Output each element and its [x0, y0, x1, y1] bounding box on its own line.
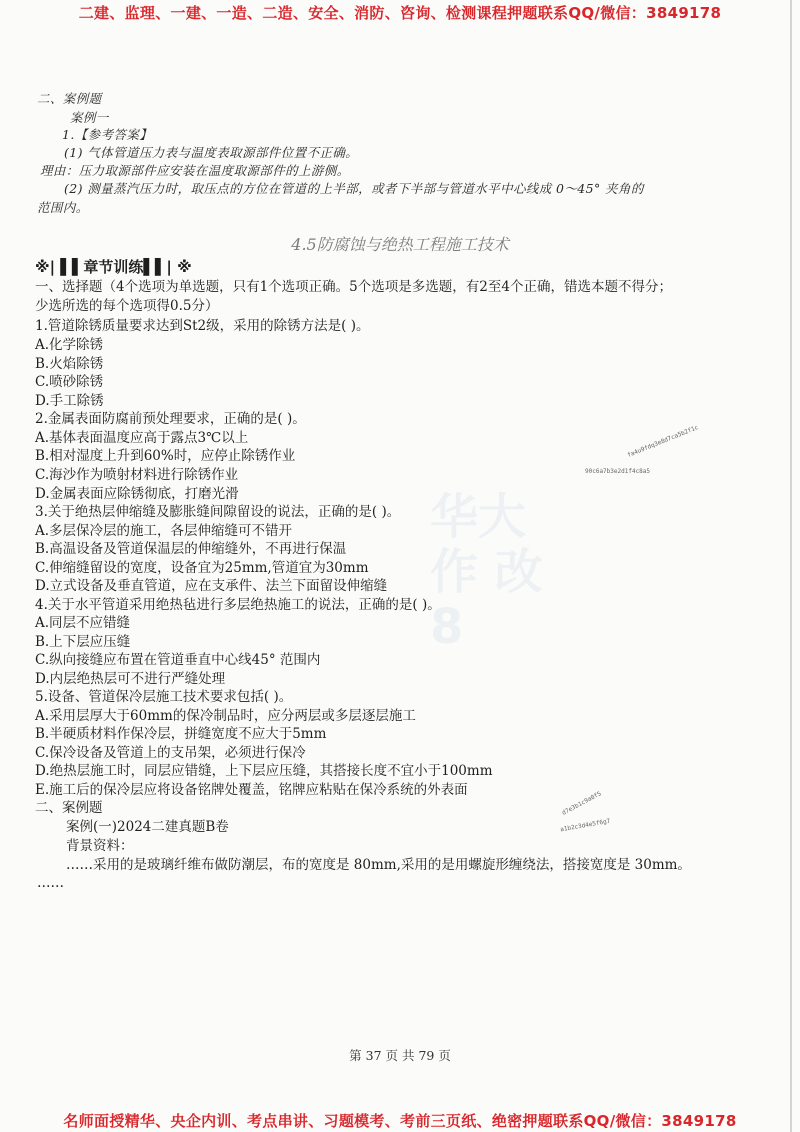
prev-case: 案例一	[70, 110, 109, 125]
scan-stamp: d7e3b1c9a0f5	[560, 790, 603, 817]
question-1-option: D.手工除锈	[35, 393, 104, 409]
question-4-option: A.同层不应错缝	[35, 615, 131, 631]
question-1-option: A.化学除锈	[35, 337, 104, 353]
question-4-stem: 4.关于水平管道采用绝热毡进行多层绝热施工的说法，正确的是( )。	[35, 597, 441, 613]
question-3-stem: 3.关于绝热层伸缩缝及膨胀缝间隙留设的说法，正确的是( )。	[35, 504, 401, 520]
choice-heading-line-1: 一、选择题（4个选项为单选题，只有1个选项正确。5个选项是多选题，有2至4个正确，错选本题不得分；	[35, 279, 672, 295]
question-4-option: D.内层绝热层可不进行严缝处理	[35, 671, 226, 687]
question-5-option: C.保冷设备及管道上的支吊架，必须进行保冷	[35, 745, 306, 761]
question-3-option: D.立式设备及垂直管道，应在支承件、法兰下面留设伸缩缝	[35, 578, 388, 594]
question-4-option: B.上下层应压缝	[35, 634, 131, 650]
bottom-banner: 名师面授精华、央企内训、考点串讲、习题模考、考前三页纸、绝密押题联系QQ/微信：3849178	[63, 1112, 737, 1130]
question-2-option: B.相对湿度上升到60%时，应停止除锈作业	[35, 448, 296, 464]
prev-heading: 二、案例题	[37, 91, 102, 106]
prev-para-3: (2) 测量蒸汽压力时，取压点的方位在管道的上半部，或者下半部与管道水平中心线成 0～45° 夹角的	[64, 181, 644, 196]
chapter-title: ※| ▌▌章节训练▌▌| ※	[35, 258, 192, 276]
scan-stamp: fa4u9fdq3e8d7ca5b2f1c	[626, 424, 700, 459]
case-title: 案例(一)2024二建真题B卷	[66, 819, 229, 835]
question-2-stem: 2.金属表面防腐前预处理要求，正确的是( )。	[35, 411, 306, 427]
question-1-option: C.喷砂除锈	[35, 374, 104, 390]
background-ellipsis: ……	[37, 875, 64, 891]
background-text: ……采用的是玻璃纤维布做防潮层，布的宽度是 80mm,采用的是用螺旋形缠绕法，搭接宽度是 30mm。	[66, 857, 691, 873]
background-label: 背景资料：	[66, 838, 134, 854]
question-1-stem: 1.管道除锈质量要求达到St2级，采用的除锈方法是( )。	[35, 318, 370, 334]
question-5-stem: 5.设备、管道保冷层施工技术要求包括( )。	[35, 689, 293, 705]
question-2-option: C.海沙作为喷射材料进行除锈作业	[35, 467, 239, 483]
prev-para-2: 理由：压力取源部件应安装在温度取源部件的上游侧。	[40, 163, 350, 178]
question-3-option: A.多层保冷层的施工，各层伸缩缝可不错开	[35, 523, 293, 539]
choice-heading-line-2: 少选所选的每个选项得0.5分）	[35, 298, 219, 314]
scan-stamp: a1b2c3d4e5f6g7	[559, 817, 611, 834]
scan-watermark: 华大作 改8	[430, 489, 543, 655]
section-title: 4.5防腐蚀与绝热工程施工技术	[291, 235, 509, 254]
scan-stamp: 90c6a7b3e2d1f4c8a5	[585, 468, 651, 475]
case-heading: 二、案例题	[35, 800, 103, 816]
prev-para-1: (1) 气体管道压力表与温度表取源部件位置不正确。	[64, 145, 359, 160]
question-5-option: A.采用层厚大于60mm的保冷制品时，应分两层或多层逐层施工	[35, 708, 416, 724]
page-edge	[790, 0, 792, 1132]
question-3-option: B.高温设备及管道保温层的伸缩缝外，不再进行保温	[35, 541, 347, 557]
prev-para-4: 范围内。	[37, 200, 89, 215]
question-4-option: C.纵向接缝应布置在管道垂直中心线45° 范围内	[35, 652, 321, 668]
question-3-option: C.伸缩缝留设的宽度，设备宜为25mm,管道宜为30mm	[35, 560, 369, 576]
page-footer: 第 37 页 共 79 页	[349, 1048, 451, 1063]
question-2-option: D.金属表面应除锈彻底，打磨光滑	[35, 486, 239, 502]
question-2-option: A.基体表面温度应高于露点3℃以上	[35, 430, 249, 446]
question-5-option: E.施工后的保冷层应将设备铭牌处覆盖，铭牌应粘贴在保冷系统的外表面	[35, 782, 468, 798]
prev-ref-answer: 1.【参考答案】	[62, 127, 153, 142]
question-1-option: B.火焰除锈	[35, 356, 104, 372]
question-5-option: B.半硬质材料作保冷层，拼缝宽度不应大于5mm	[35, 726, 327, 742]
top-banner: 二建、监理、一建、一造、二造、安全、消防、咨询、检测课程押题联系QQ/微信：3849178	[78, 4, 722, 22]
question-5-option: D.绝热层施工时，同层应错缝，上下层应压缝，其搭接长度不宜小于100mm	[35, 763, 493, 779]
